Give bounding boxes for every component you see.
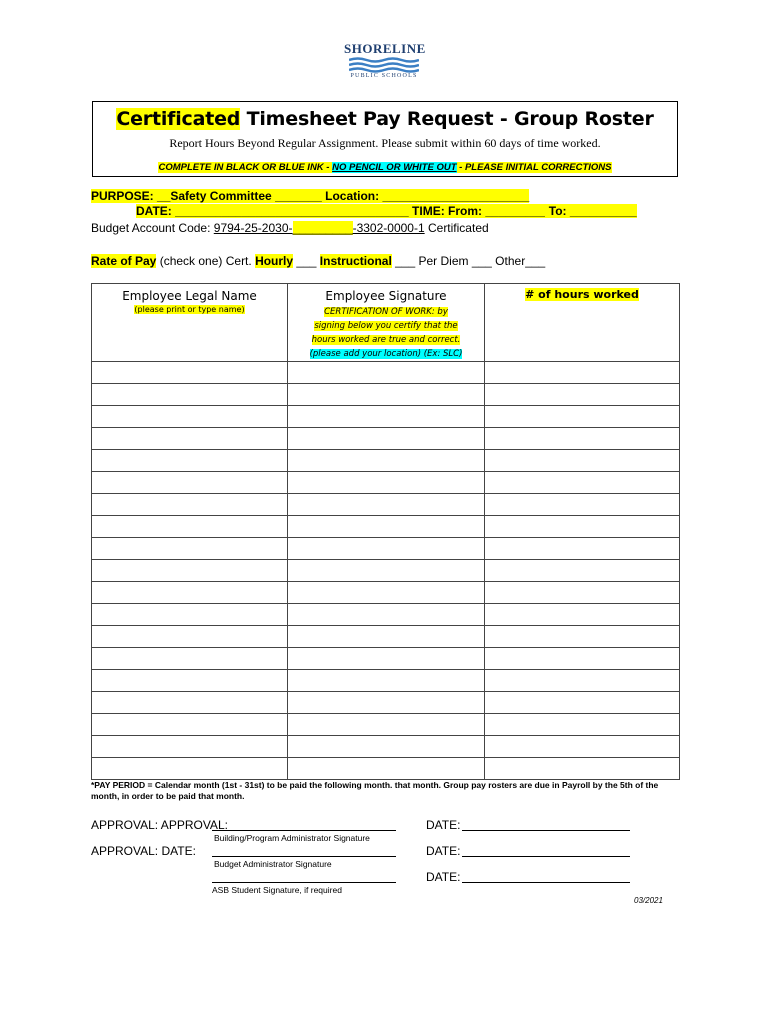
name-cell[interactable]: [92, 692, 288, 714]
name-cell[interactable]: [92, 450, 288, 472]
approval-date-field-1[interactable]: [462, 830, 630, 831]
name-cell[interactable]: [92, 670, 288, 692]
cert-line4: (please add your location) (Ex: SLC): [309, 349, 463, 359]
table-row: [92, 626, 680, 648]
certification-text: [288, 305, 484, 361]
revision-date: 03/2021: [634, 896, 663, 905]
rate-instructional: Instructional: [319, 254, 392, 268]
signature-cell[interactable]: [288, 714, 485, 736]
signature-cell[interactable]: [288, 516, 485, 538]
purpose-field[interactable]: __Safety Committee _______: [153, 189, 322, 203]
budget-row: [91, 221, 489, 235]
name-cell[interactable]: [92, 626, 288, 648]
form-title: [93, 108, 677, 130]
purpose-row: [91, 189, 529, 203]
purpose-label: PURPOSE:: [91, 189, 154, 203]
table-row: [92, 428, 680, 450]
budget-suffix: Certificated: [424, 221, 489, 235]
col-hours-title: # of hours worked: [525, 288, 639, 301]
pay-period-note: *PAY PERIOD = Calendar month (1st - 31st) to be paid the following month. that month. Group pay rosters are due in Payroll by the 5th of the month, in order to be paid that month.: [91, 780, 659, 801]
title-highlight: Certificated: [116, 108, 241, 130]
signature-cell[interactable]: [288, 758, 485, 780]
approval-date-label-2: DATE:: [426, 844, 461, 858]
hours-cell[interactable]: [485, 516, 680, 538]
table-row: [92, 582, 680, 604]
time-from-label: TIME: From:: [408, 204, 486, 218]
name-cell[interactable]: [92, 714, 288, 736]
form-subtitle: Report Hours Beyond Regular Assignment. Please submit within 60 days of time worked.: [169, 136, 601, 150]
rate-other-options[interactable]: ___ Per Diem ___ Other___: [391, 254, 546, 268]
signature-cell[interactable]: [288, 406, 485, 428]
hours-cell[interactable]: [485, 362, 680, 384]
approval-label-2: APPROVAL: DATE:: [91, 844, 196, 858]
approval-date-field-3[interactable]: [462, 882, 630, 883]
hours-cell[interactable]: [485, 494, 680, 516]
approval-date-field-2[interactable]: [462, 856, 630, 857]
logo-wave-icon: [349, 57, 419, 73]
name-cell[interactable]: [92, 538, 288, 560]
table-row: [92, 450, 680, 472]
date-label: DATE:: [136, 204, 172, 218]
name-cell[interactable]: [92, 384, 288, 406]
name-cell[interactable]: [92, 648, 288, 670]
title-rest: Timesheet Pay Request - Group Roster: [240, 108, 654, 130]
hours-cell[interactable]: [485, 692, 680, 714]
name-cell[interactable]: [92, 362, 288, 384]
col-name-subtitle: (please print or type name): [134, 305, 245, 314]
approval-date-label-1: DATE:: [426, 818, 461, 832]
name-cell[interactable]: [92, 604, 288, 626]
signature-cell[interactable]: [288, 692, 485, 714]
rate-hourly: Hourly: [255, 254, 294, 268]
signature-cell[interactable]: [288, 538, 485, 560]
col-hours-header: [485, 284, 680, 362]
table-row: [92, 538, 680, 560]
name-cell[interactable]: [92, 582, 288, 604]
building-admin-signature-label: Building/Program Administrator Signature: [214, 833, 370, 843]
table-row: [92, 362, 680, 384]
col-name-title: Employee Legal Name: [122, 289, 257, 303]
table-row: [92, 692, 680, 714]
logo-line1: SHORELINE: [344, 41, 426, 56]
signature-cell[interactable]: [288, 494, 485, 516]
hours-cell[interactable]: [485, 538, 680, 560]
notice-part-a: COMPLETE IN BLACK OR BLUE INK -: [158, 162, 333, 173]
budget-code-part2: -3302-0000-1: [352, 221, 425, 235]
name-cell[interactable]: [92, 560, 288, 582]
location-field[interactable]: ______________________: [382, 189, 530, 203]
hours-cell[interactable]: [485, 714, 680, 736]
hours-cell[interactable]: [485, 670, 680, 692]
name-cell[interactable]: [92, 516, 288, 538]
signature-cell[interactable]: [288, 626, 485, 648]
name-cell[interactable]: [92, 736, 288, 758]
approval-date-label-3: DATE:: [426, 870, 461, 884]
hours-cell[interactable]: [485, 736, 680, 758]
roster-header-row: [92, 284, 680, 362]
rate-label: Rate of Pay: [91, 254, 157, 268]
asb-student-signature-label: ASB Student Signature, if required: [212, 885, 342, 895]
table-row: [92, 714, 680, 736]
location-label: Location:: [321, 189, 383, 203]
asb-student-signature-line[interactable]: [212, 882, 396, 883]
hours-cell[interactable]: [485, 648, 680, 670]
col-signature-header: [288, 284, 485, 362]
signature-cell[interactable]: [288, 560, 485, 582]
notice-part-c: - PLEASE INITIAL CORRECTIONS: [456, 162, 612, 173]
name-cell[interactable]: [92, 428, 288, 450]
name-cell[interactable]: [92, 472, 288, 494]
table-row: [92, 472, 680, 494]
logo-line2: PUBLIC SCHOOLS: [350, 73, 418, 79]
hours-cell[interactable]: [485, 626, 680, 648]
hours-cell[interactable]: [485, 406, 680, 428]
time-to-label: To:: [545, 204, 570, 218]
shoreline-logo: [344, 42, 424, 84]
name-cell[interactable]: [92, 406, 288, 428]
building-admin-signature-line[interactable]: [212, 830, 396, 831]
cert-line2: signing below you certify that the: [314, 321, 458, 331]
table-row: [92, 494, 680, 516]
table-row: [92, 758, 680, 780]
signature-cell[interactable]: [288, 736, 485, 758]
table-row: [92, 384, 680, 406]
time-to-field[interactable]: __________: [569, 204, 637, 218]
hours-cell[interactable]: [485, 472, 680, 494]
table-row: [92, 406, 680, 428]
signature-cell[interactable]: [288, 384, 485, 406]
budget-label: Budget Account Code:: [91, 221, 214, 235]
hours-cell[interactable]: [485, 428, 680, 450]
cert-line1: CERTIFICATION OF WORK: by: [324, 307, 448, 317]
budget-code-part1: 9794-25-2030-: [213, 221, 293, 235]
notice-part-b: NO PENCIL OR WHITE OUT: [332, 162, 457, 173]
table-row: [92, 516, 680, 538]
hours-cell[interactable]: [485, 582, 680, 604]
table-row: [92, 604, 680, 626]
signature-cell[interactable]: [288, 582, 485, 604]
form-header: [92, 101, 678, 177]
rate-text1: (check one) Cert.: [156, 254, 256, 268]
signature-cell[interactable]: [288, 428, 485, 450]
col-signature-title: Employee Signature: [325, 289, 447, 303]
signature-cell[interactable]: [288, 362, 485, 384]
roster-table: [91, 283, 680, 780]
hours-cell[interactable]: [485, 450, 680, 472]
hours-cell[interactable]: [485, 560, 680, 582]
rate-hourly-check[interactable]: ___: [293, 254, 320, 268]
signature-cell[interactable]: [288, 670, 485, 692]
table-row: [92, 670, 680, 692]
name-cell[interactable]: [92, 494, 288, 516]
signature-cell[interactable]: [288, 450, 485, 472]
cert-line3: hours worked are true and correct.: [311, 335, 461, 345]
time-from-field[interactable]: _________: [485, 204, 546, 218]
hours-cell[interactable]: [485, 384, 680, 406]
rate-of-pay-row: [91, 254, 545, 268]
signature-cell[interactable]: [288, 648, 485, 670]
budget-admin-signature-line[interactable]: [212, 856, 396, 857]
approval-label-1: APPROVAL: APPROVAL:: [91, 818, 228, 832]
signature-cell[interactable]: [288, 604, 485, 626]
hours-cell[interactable]: [485, 758, 680, 780]
date-field[interactable]: ___________________________________: [171, 204, 409, 218]
table-row: [92, 736, 680, 758]
col-name-header: [92, 284, 288, 362]
budget-admin-signature-label: Budget Administrator Signature: [214, 859, 332, 869]
signature-cell[interactable]: [288, 472, 485, 494]
date-time-row: [136, 204, 637, 218]
table-row: [92, 560, 680, 582]
budget-blank-field[interactable]: _________: [292, 221, 353, 235]
table-row: [92, 648, 680, 670]
name-cell[interactable]: [92, 758, 288, 780]
hours-cell[interactable]: [485, 604, 680, 626]
ink-notice: [93, 162, 677, 173]
